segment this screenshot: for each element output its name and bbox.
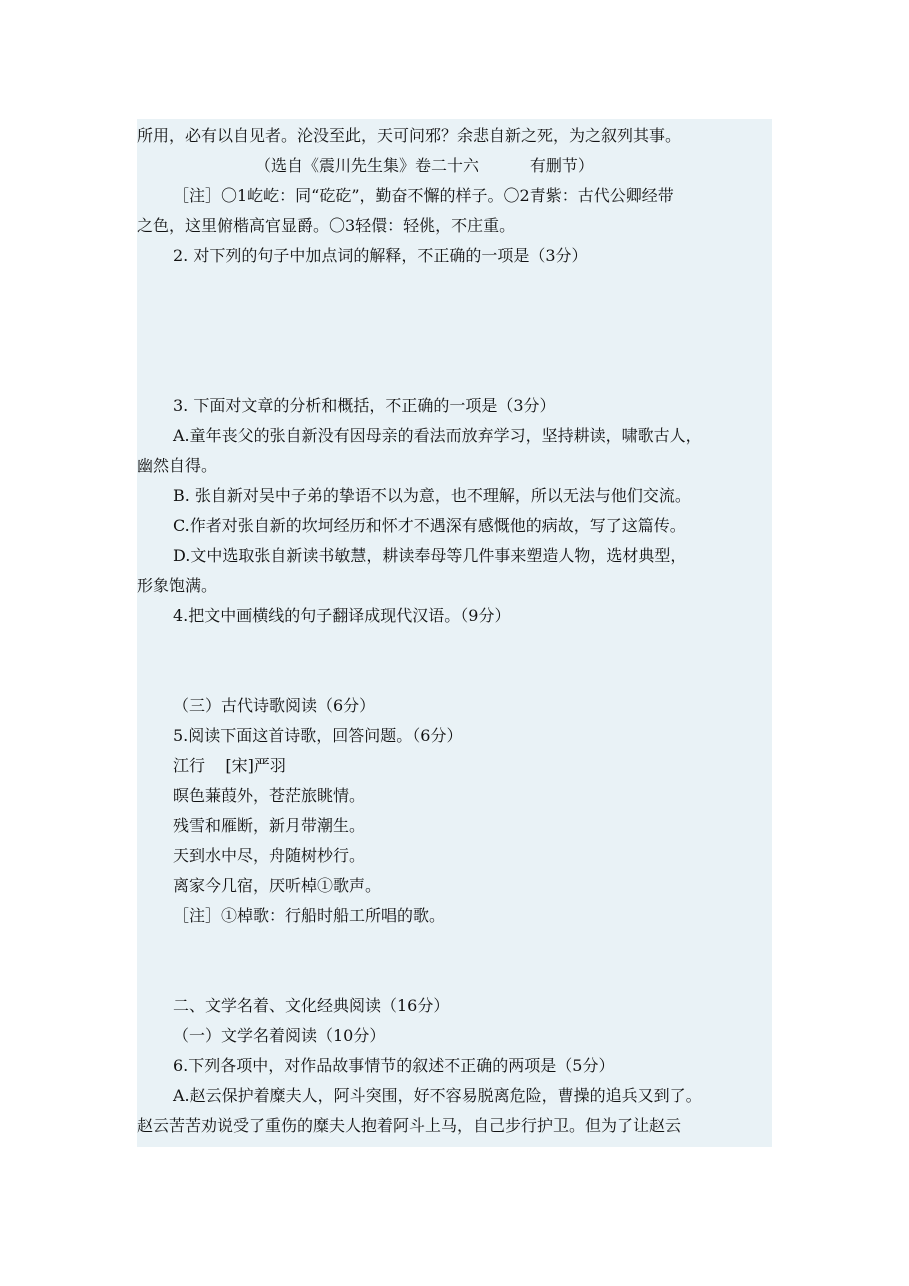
exam-text-block (137, 119, 772, 1147)
poem-title: 江行 [宋]严羽 (173, 756, 286, 775)
option-a (137, 271, 772, 301)
option-a: A.赵云保护着糜夫人，阿斗突围，好不容易脱离危险，曹操的追兵又到了。 (173, 1086, 702, 1105)
option-a-cont: 幽然自得。 (137, 456, 218, 475)
option-a: A.童年丧父的张自新没有因母亲的看法而放弃学习，坚持耕读，啸歌古人， (173, 426, 702, 445)
sub-question-2 (137, 961, 772, 991)
poem-line: 离家今几宿，厌听棹①歌声。 (173, 876, 382, 895)
annotation-line: 之色，这里俯楷高官显爵。〇3轻儇：轻佻，不庄重。 (137, 216, 516, 235)
option-d: D.文中选取张自新读书敏慧，耕读奉母等几件事来塑造人物，选材典型， (173, 546, 687, 565)
poem-note: ［注］①棹歌：行船时船工所唱的歌。 (173, 906, 446, 925)
text-line: 所用，必有以自见者。沦没至此，天可问邪？余悲自新之死，为之叙列其事。 (137, 126, 682, 145)
question-5: 5.阅读下面这首诗歌，回答问题。（6分） (173, 726, 463, 745)
source-note: （选自《震川先生集》卷二十六 有删节） (255, 156, 594, 175)
question-4: 4.把文中画横线的句子翻译成现代汉语。（9分） (173, 606, 511, 625)
translate-item-1 (137, 631, 772, 661)
section-heading: （三）古代诗歌阅读（6分） (173, 696, 376, 715)
poem-line: 天到水中尽，舟随树杪行。 (173, 846, 366, 865)
sub-section-heading: （一）文学名着阅读（10分） (173, 1026, 386, 1045)
translate-item-2 (137, 661, 772, 691)
option-b (137, 301, 772, 331)
option-c (137, 331, 772, 361)
option-a-cont: 赵云苦苦劝说受了重伤的糜夫人抱着阿斗上马，自己步行护卫。但为了让赵云 (137, 1116, 682, 1135)
option-d-cont: 形象饱满。 (137, 576, 218, 595)
poem-line: 暝色蒹葭外，苍茫旅眺情。 (173, 786, 366, 805)
question-6: 6.下列各项中，对作品故事情节的叙述不正确的两项是（5分） (173, 1056, 615, 1075)
option-c: C.作者对张自新的坎坷经历和怀才不遇深有感慨他的病故，写了这篇传。 (173, 516, 686, 535)
option-d (137, 361, 772, 391)
question-2: 2. 对下列的句子中加点词的解释，不正确的一项是（3分） (173, 246, 588, 265)
sub-question-1 (137, 931, 772, 961)
annotation-line: ［注］〇1屹屹：同“矻矻”，勤奋不懈的样子。〇2青紫：古代公卿经带 (173, 186, 674, 205)
poem-line: 残雪和雁断，新月带潮生。 (173, 816, 366, 835)
question-3: 3. 下面对文章的分析和概括，不正确的一项是（3分） (173, 396, 556, 415)
option-b: B. 张自新对吴中子弟的挚语不以为意，也不理解，所以无法与他们交流。 (173, 486, 691, 505)
section-heading: 二、文学名着、文化经典阅读（16分） (173, 996, 450, 1015)
